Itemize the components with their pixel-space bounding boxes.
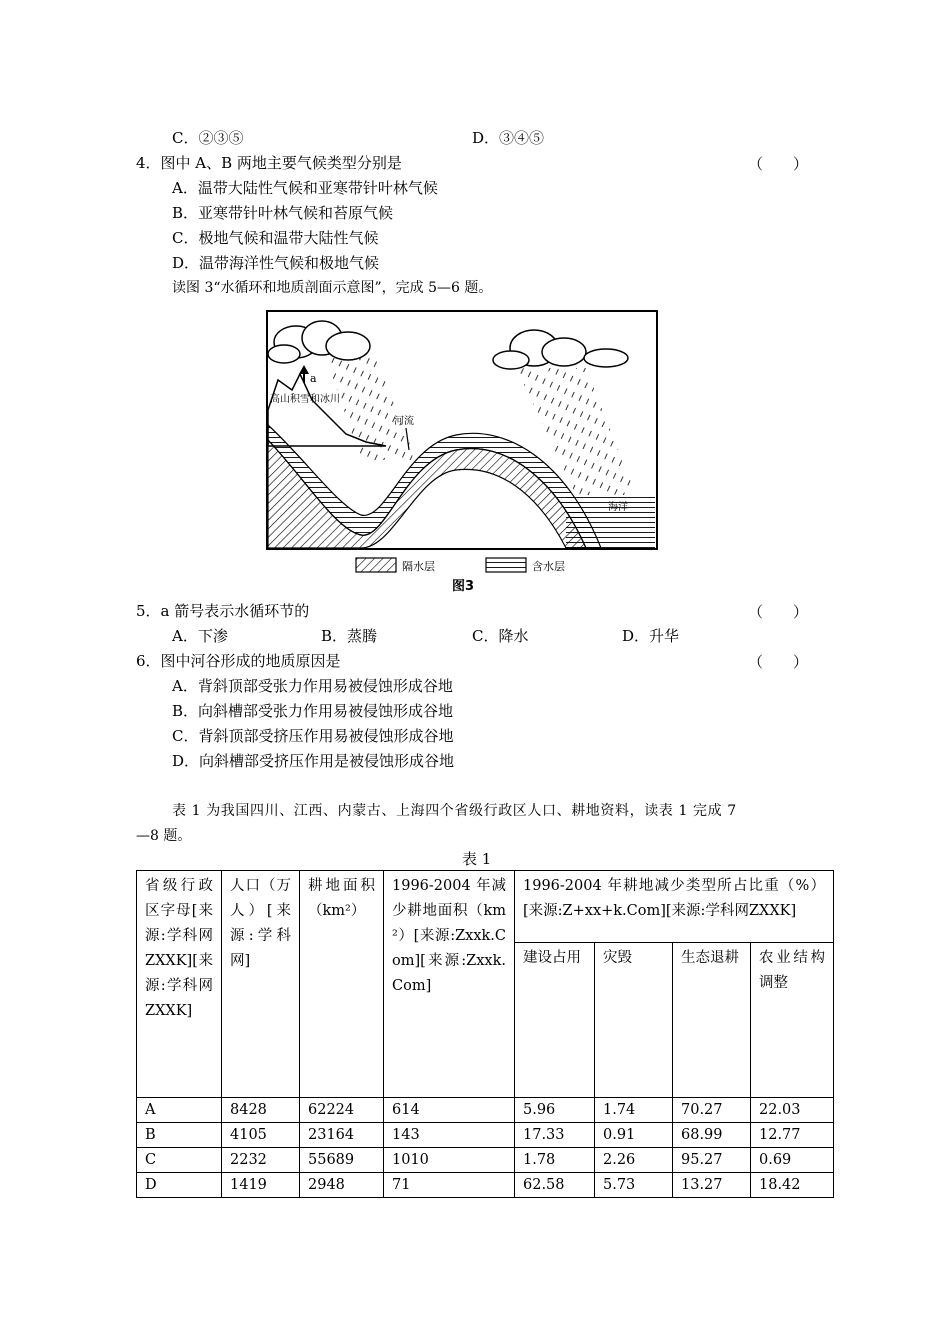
q6-option-d: D．向斜槽部受挤压作用是被侵蚀形成谷地 <box>172 752 455 770</box>
cell: 1.78 <box>515 1148 595 1173</box>
header-agri-adjust: 农业结构调整 <box>751 943 834 1098</box>
cell: 0.91 <box>595 1123 673 1148</box>
cell: 1010 <box>384 1148 515 1173</box>
cell: 62224 <box>300 1098 384 1123</box>
header-reduction: 1996-2004 年减少耕地面积（km²）[来源:Zxxk.Com][来源:Zxxk.Com] <box>384 871 515 1098</box>
table-row <box>137 1148 834 1173</box>
header-region: 省级行政区字母[来源:学科网ZXXK][来源:学科网ZXXK] <box>137 871 222 1098</box>
q6-option-c: C．背斜顶部受挤压作用易被侵蚀形成谷地 <box>172 727 454 745</box>
cell: 2.26 <box>595 1148 673 1173</box>
q6-option-b: B．向斜槽部受张力作用易被侵蚀形成谷地 <box>172 702 454 720</box>
legend-aquiclude-swatch <box>356 558 396 572</box>
header-construction: 建设占用 <box>515 943 595 1098</box>
cell: 17.33 <box>515 1123 595 1148</box>
label-ocean: 海洋 <box>608 502 628 513</box>
q4-stem: 4．图中 A、B 两地主要气候类型分别是 <box>136 154 402 172</box>
q6-option-a: A．背斜顶部受张力作用易被侵蚀形成谷地 <box>172 677 453 695</box>
header-disaster: 灾毁 <box>595 943 673 1098</box>
q5-option-a: A．下渗 <box>172 627 228 645</box>
cell: 1.74 <box>595 1098 673 1123</box>
cell: 0.69 <box>751 1148 834 1173</box>
q4-option-c: C．极地气候和温带大陆性气候 <box>172 229 379 247</box>
cell: C <box>137 1148 222 1173</box>
q5-option-d: D．升华 <box>622 627 680 645</box>
cell: 71 <box>384 1173 515 1198</box>
cell: 614 <box>384 1098 515 1123</box>
cell: 5.96 <box>515 1098 595 1123</box>
cell: 2948 <box>300 1173 384 1198</box>
cell: 8428 <box>222 1098 300 1123</box>
table-caption: 表 1 <box>462 850 492 868</box>
label-river: 河流 <box>394 416 414 427</box>
cell: 5.73 <box>595 1173 673 1198</box>
cell: 12.77 <box>751 1123 834 1148</box>
cell: 68.99 <box>673 1123 751 1148</box>
legend-aquiclude-label: 隔水层 <box>402 560 435 573</box>
cell: 1419 <box>222 1173 300 1198</box>
cell: 95.27 <box>673 1148 751 1173</box>
legend-aquifer-label: 含水层 <box>532 560 565 573</box>
table-intro-line1: 表 1 为我国四川、江西、内蒙古、上海四个省级行政区人口、耕地资料，读表 1 完成 7 <box>172 803 737 819</box>
figure-caption: 图3 <box>452 579 475 592</box>
cell: 18.42 <box>751 1173 834 1198</box>
header-farmland: 耕地面积（km²） <box>300 871 384 1098</box>
q6-answer-paren: （ ） <box>748 653 809 671</box>
cell: 22.03 <box>751 1098 834 1123</box>
q5-answer-paren: （ ） <box>748 603 809 621</box>
label-glacier: 高山积雪和冰川 <box>270 394 340 405</box>
cell: B <box>137 1123 222 1148</box>
figure-intro: 读图 3“水循环和地质剖面示意图”，完成 5—6 题。 <box>172 280 493 296</box>
water-cycle-figure <box>266 310 658 592</box>
q3-option-c: C．②③⑤ <box>172 129 244 147</box>
q5-option-c: C．降水 <box>472 627 529 645</box>
q4-answer-paren: （ ） <box>748 155 809 173</box>
header-eco-return: 生态退耕 <box>673 943 751 1098</box>
cell: 4105 <box>222 1123 300 1148</box>
q4-option-b: B．亚寒带针叶林气候和苔原气候 <box>172 204 394 222</box>
q4-option-a: A．温带大陆性气候和亚寒带针叶林气候 <box>172 179 438 197</box>
q3-option-d: D．③④⑤ <box>472 129 545 147</box>
cell: 2232 <box>222 1148 300 1173</box>
q4-option-d: D．温带海洋性气候和极地气候 <box>172 254 380 272</box>
cell: 23164 <box>300 1123 384 1148</box>
cell: A <box>137 1098 222 1123</box>
cell: 62.58 <box>515 1173 595 1198</box>
q5-option-b: B．蒸腾 <box>321 627 378 645</box>
header-population: 人口（万人）[来源:学科网] <box>222 871 300 1098</box>
table-row <box>137 1098 834 1123</box>
label-a: a <box>310 372 317 385</box>
table-intro-line2: —8 题。 <box>136 828 192 844</box>
cell: 143 <box>384 1123 515 1148</box>
cell: D <box>137 1173 222 1198</box>
table-row <box>137 1123 834 1148</box>
data-table <box>136 870 834 1198</box>
table-row <box>137 1173 834 1198</box>
cell: 70.27 <box>673 1098 751 1123</box>
cell: 13.27 <box>673 1173 751 1198</box>
legend-aquifer-swatch <box>486 558 526 572</box>
cell: 55689 <box>300 1148 384 1173</box>
q6-stem: 6．图中河谷形成的地质原因是 <box>136 652 341 670</box>
header-reduction-types: 1996-2004 年耕地减少类型所占比重（%）[来源:Z+xx+k.Com][来源:学科网ZXXK] <box>515 871 834 943</box>
q5-stem: 5．a 箭号表示水循环节的 <box>136 602 310 620</box>
